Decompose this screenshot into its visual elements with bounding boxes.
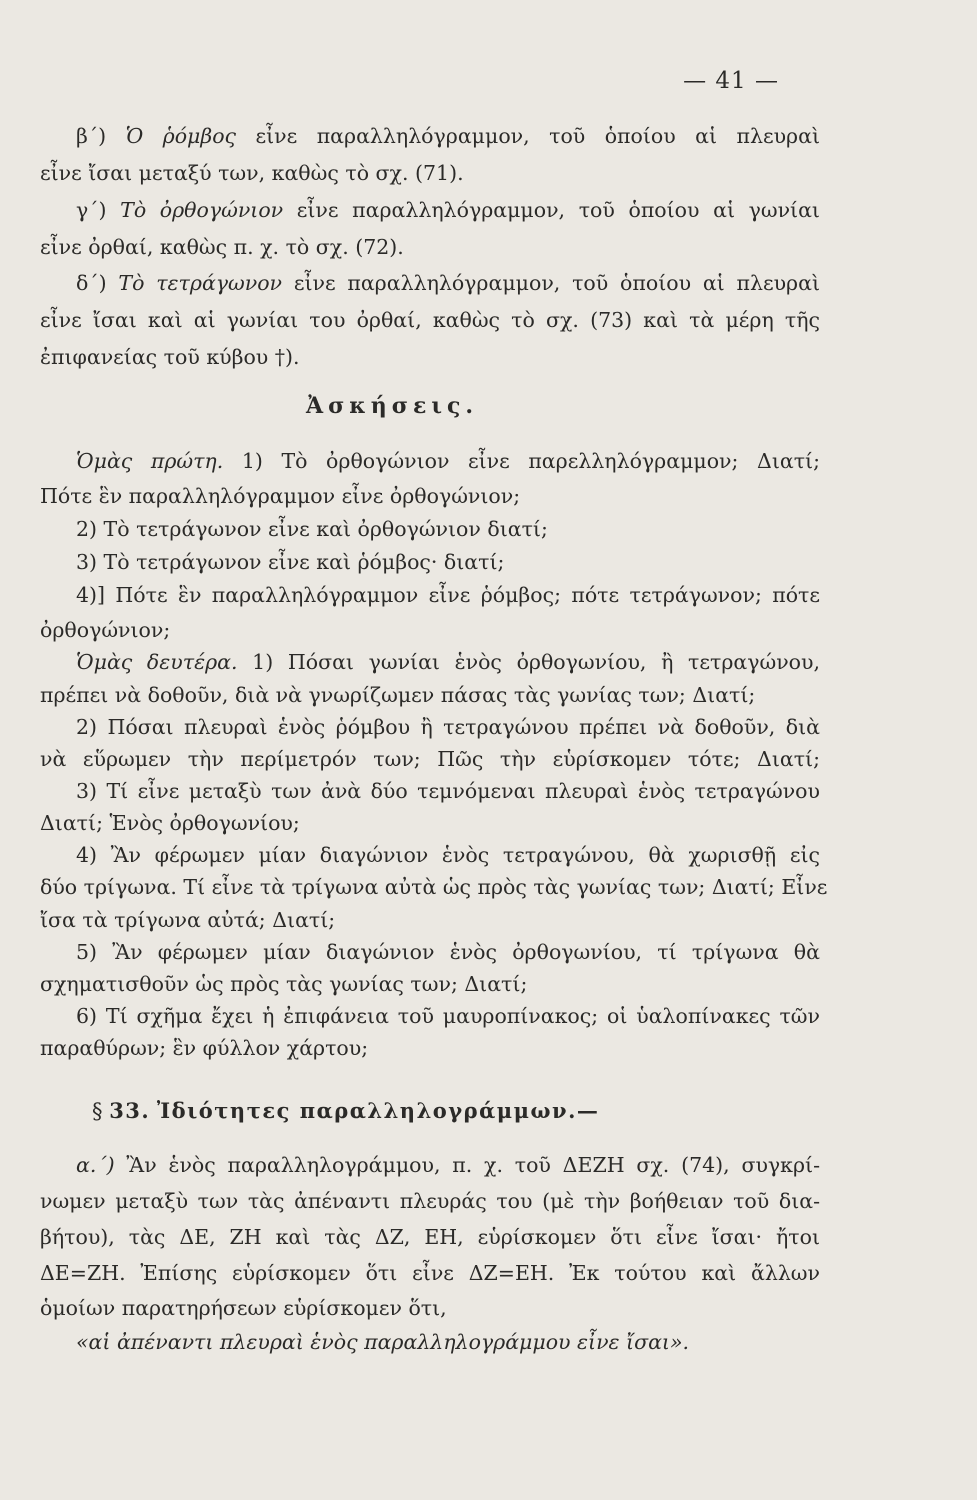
definition-line: ἐπιφανείας τοῦ κύβου †). xyxy=(40,345,300,369)
exercise-line: παραθύρων; ἓν φύλλον χάρτου; xyxy=(40,1036,369,1060)
exercise-line: νὰ εὕρωμεν τὴν περίμετρόν των; Πῶς τὴν εὑρίσκομεν τότε; Διατί; xyxy=(40,747,820,771)
exercise-line: 2) Τὸ τετράγωνον εἶνε καὶ ὀρθογώνιον διατί; xyxy=(76,517,548,541)
exercise-line: ὀρθογώνιον; xyxy=(40,618,171,642)
definition-label: β΄) xyxy=(76,124,126,148)
definition-term: Τὸ τετράγωνον xyxy=(118,271,283,295)
definition-term: Τὸ ὀρθογώνιον xyxy=(120,198,284,222)
definition-rhombus xyxy=(76,121,820,151)
section-line: νωμεν μεταξὺ των τὰς ἀπέναντι πλευράς του (μὲ τὴν βοήθειαν τοῦ δια- xyxy=(40,1189,820,1213)
section-line: ὁμοίων παρατηρήσεων εὑρίσκομεν ὅτι, xyxy=(40,1296,447,1320)
exercise-line xyxy=(76,446,820,476)
definition-line: εἶνε ἴσαι καὶ αἱ γωνίαι του ὀρθαί, καθὼς τὸ σχ. (73) καὶ τὰ μέρη τῆς xyxy=(40,308,820,332)
definition-square xyxy=(76,268,820,298)
exercise-line xyxy=(76,647,820,677)
group-title: Ὁμὰς πρώτη. xyxy=(76,449,224,473)
section-title: Ἰδιότητες παραλληλογράμμων.— xyxy=(156,1098,600,1123)
definition-text: εἶνε παραλληλόγραμμον, τοῦ ὁποίου αἱ γωνίαι xyxy=(283,198,820,222)
exercise-line: ἴσα τὰ τρίγωνα αὐτά; Διατί; xyxy=(40,908,336,932)
exercise-line: 6) Τί σχῆμα ἔχει ἡ ἐπιφάνεια τοῦ μαυροπίνακος; οἱ ὑαλοπίνακες τῶν xyxy=(76,1004,820,1028)
section-line: ΔΕ=ΖΗ. Ἐπίσης εὑρίσκομεν ὅτι εἶνε ΔΖ=ΕΗ. Ἐκ τούτου καὶ ἄλλων xyxy=(40,1261,820,1285)
section-symbol: § xyxy=(92,1099,103,1123)
exercise-line: Διατί; Ἑνὸς ὀρθογωνίου; xyxy=(40,811,300,835)
exercise-line: 3) Τὸ τετράγωνον εἶνε καὶ ῥόμβος· διατί; xyxy=(76,550,505,574)
exercise-line: 3) Τί εἶνε μεταξὺ των ἀνὰ δύο τεμνόμεναι πλευραὶ ἑνὸς τετραγώνου xyxy=(76,779,820,803)
exercise-line: σχηματισθοῦν ὡς πρὸς τὰς γωνίας των; Διατί; xyxy=(40,972,528,996)
definition-term: Ὁ ῥόμβος xyxy=(125,124,237,148)
section-line xyxy=(76,1150,820,1180)
exercise-line: 2) Πόσαι πλευραὶ ἑνὸς ῥόμβου ἢ τετραγώνου πρέπει νὰ δοθοῦν, διὰ xyxy=(76,715,820,739)
exercises-heading: Ἀσκήσεις. xyxy=(306,393,479,419)
section-text: Ἂν ἑνὸς παραλληλογράμμου, π. χ. τοῦ ΔΕΖΗ σχ. (74), συγκρί- xyxy=(126,1153,820,1177)
definition-text: εἶνε παραλληλόγραμμον, τοῦ ὁποίου αἱ πλευραὶ xyxy=(282,271,820,295)
exercise-line: πρέπει νὰ δοθοῦν, διὰ νὰ γνωρίζωμεν πάσας τὰς γωνίας των; Διατί; xyxy=(40,683,756,707)
exercise-text: 1) Πόσαι γωνίαι ἑνὸς ὀρθογωνίου, ἢ τετραγώνου, xyxy=(252,650,820,674)
exercise-line: Πότε ἓν παραλληλόγραμμον εἶνε ὀρθογώνιον; xyxy=(40,484,521,508)
section-line: βήτου), τὰς ΔΕ, ΖΗ καὶ τὰς ΔΖ, ΕΗ, εὑρίσκομεν ὅτι εἶνε ἴσαι· ἤτοι xyxy=(40,1225,820,1249)
definition-rectangle xyxy=(76,195,820,225)
definition-label: γ΄) xyxy=(76,198,121,222)
exercise-line: 5) Ἂν φέρωμεν μίαν διαγώνιον ἑνὸς ὀρθογωνίου, τί τρίγωνα θὰ xyxy=(76,940,820,964)
exercise-line: δύο τρίγωνα. Τί εἶνε τὰ τρίγωνα αὐτὰ ὡς πρὸς τὰς γωνίας των; Διατί; Εἶνε xyxy=(40,875,828,899)
definition-text: εἶνε παραλληλόγραμμον, τοῦ ὁποίου αἱ πλευραὶ xyxy=(236,124,820,148)
definition-line: εἶνε ἴσαι μεταξύ των, καθὼς τὸ σχ. (71). xyxy=(40,161,464,185)
section-heading xyxy=(92,1098,599,1123)
group-title: Ὁμὰς δευτέρα. xyxy=(76,650,238,674)
section-label: α.΄) xyxy=(76,1153,127,1177)
definition-line: εἶνε ὀρθαί, καθὼς π. χ. τὸ σχ. (72). xyxy=(40,235,404,259)
exercise-line: 4) Ἂν φέρωμεν μίαν διαγώνιον ἑνὸς τετραγώνου, θὰ χωρισθῇ εἰς xyxy=(76,843,820,867)
page-number: — 41 — xyxy=(683,68,779,94)
section-number: 33. xyxy=(109,1098,151,1123)
exercise-line: 4)] Πότε ἓν παραλληλόγραμμον εἶνε ῥόμβος; πότε τετράγωνον; πότε xyxy=(76,583,820,607)
section-rule: «αἱ ἀπέναντι πλευραὶ ἑνὸς παραλληλογράμμου εἶνε ἴσαι». xyxy=(76,1330,690,1354)
definition-label: δ΄) xyxy=(76,271,119,295)
exercise-text: 1) Τὸ ὀρθογώνιον εἶνε παρελληλόγραμμον; Διατί; xyxy=(241,449,820,473)
